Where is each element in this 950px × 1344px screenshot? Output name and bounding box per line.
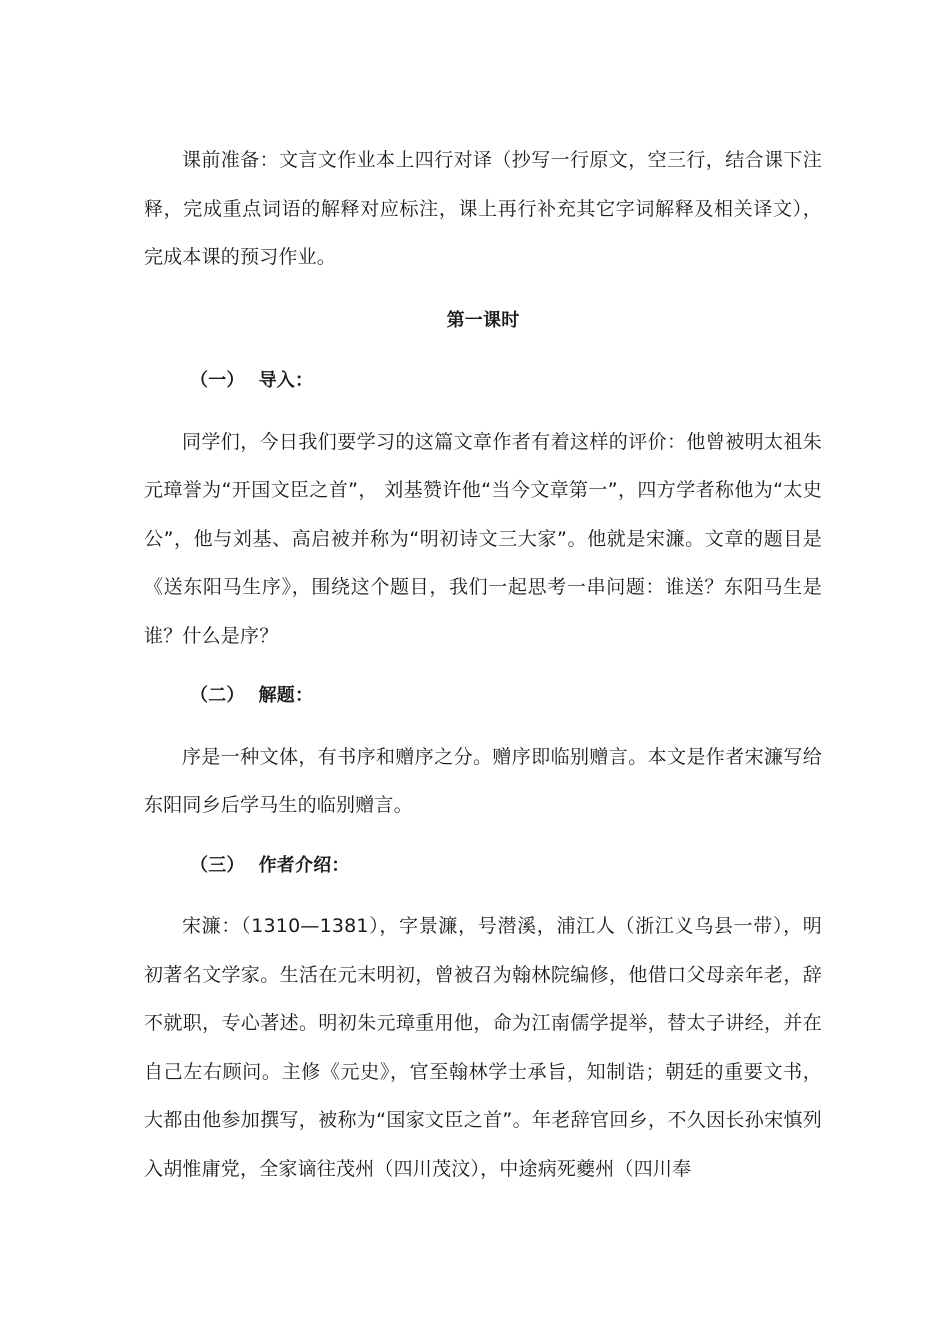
section-heading-intro [144, 357, 822, 406]
prep-paragraph: 课前准备：文言文作业本上四行对译（抄写一行原文，空三行，结合课下注释，完成重点词语的解释对应标注，课上再行补充其它字词解释及相关译文），完成本课的预习作业。 [144, 149, 822, 268]
title-explanation-paragraph: 序是一种文体，有书序和赠序之分。赠序即临别赠言。本文是作者宋濂写给东阳同乡后学马生的临别赠言。 [144, 745, 822, 816]
section-number: （一） [190, 370, 245, 391]
lesson-title: 第一课时 [446, 309, 520, 331]
document-content [144, 136, 822, 1193]
section-heading-author [144, 842, 822, 891]
section-number: （三） [190, 854, 245, 876]
section-title: 导入： [258, 370, 314, 391]
section-heading-title-explanation [144, 672, 822, 721]
author-paragraph: 宋濂：（1310—1381），字景濂，号潜溪，浦江人（浙江义乌县一带），明初著名文学家。生活在元末明初，曾被召为翰林院编修，他借口父母亲年老，辞不就职，专心著述。明初朱元璋重用他，命为江南儒学提举，替太子讲经，并在自己左右顾问。主修《元史》，官至翰林学士承旨，知制诰；朝廷的重要文书，大都由他参加撰写，被称为“国家文臣之首”。年老辞官回乡，不久因长孙宋慎列入胡惟庸党，全家谪往茂州（四川茂汶），中途病死夔州（四川奉 [144, 915, 822, 1180]
intro-paragraph: 同学们，今日我们要学习的这篇文章作者有着这样的评价：他曾被明太祖朱元璋誉为“开国文臣之首”， 刘基赞许他“当今文章第一”，四方学者称他为“太史公”，他与刘基、高启被并称为“明初诗文三大家”。他就是宋濂。文章的题目是《送东阳马生序》，围绕这个题目，我们一起思考一串问题：谁送？东阳马生是谁？什么是序？ [144, 430, 822, 647]
section-title: 解题： [258, 685, 314, 706]
section-title: 作者介绍： [258, 854, 350, 876]
section-number: （二） [190, 685, 245, 706]
